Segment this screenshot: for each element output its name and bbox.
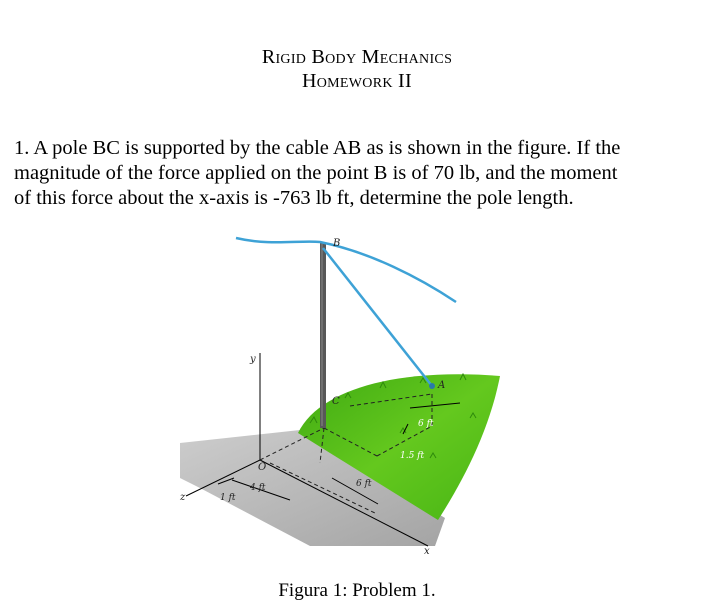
dim-6ft-b: 6 ft <box>356 479 372 489</box>
dim-1ft: 1 ft <box>220 493 236 503</box>
label-b: B <box>333 238 341 249</box>
problem-figure <box>170 228 520 558</box>
overhead-wire <box>236 238 456 302</box>
label-y: y <box>250 354 256 365</box>
document-title <box>0 46 714 69</box>
problem-statement <box>14 136 682 211</box>
dim-6ft-a: 6 ft <box>418 419 434 429</box>
label-c: C <box>332 396 340 407</box>
document-subtitle <box>0 70 714 93</box>
problem-line-1: 1. A pole BC is supported by the cable AB as is shown in the figure. If the <box>14 137 621 159</box>
label-z: z <box>180 492 186 503</box>
pole-bc <box>320 242 326 428</box>
label-x: x <box>424 546 430 557</box>
anchor-a <box>429 383 435 389</box>
problem-line-3: of this force about the x-axis is -763 lb ft, determine the pole length. <box>14 187 574 209</box>
figure-caption: Figura 1: Problem 1. <box>278 580 436 601</box>
label-o: O <box>258 462 267 473</box>
problem-line-2: magnitude of the force applied on the point B is of 70 lb, and the moment <box>14 162 618 184</box>
label-a: A <box>438 380 446 391</box>
title-line-1: Rigid Body Mechanics <box>261 46 453 68</box>
cable-ab <box>323 248 432 386</box>
title-line-2: Homework II <box>302 70 412 92</box>
dim-1-5ft: 1.5 ft <box>400 451 425 461</box>
dim-4ft: 4 ft <box>250 483 266 493</box>
